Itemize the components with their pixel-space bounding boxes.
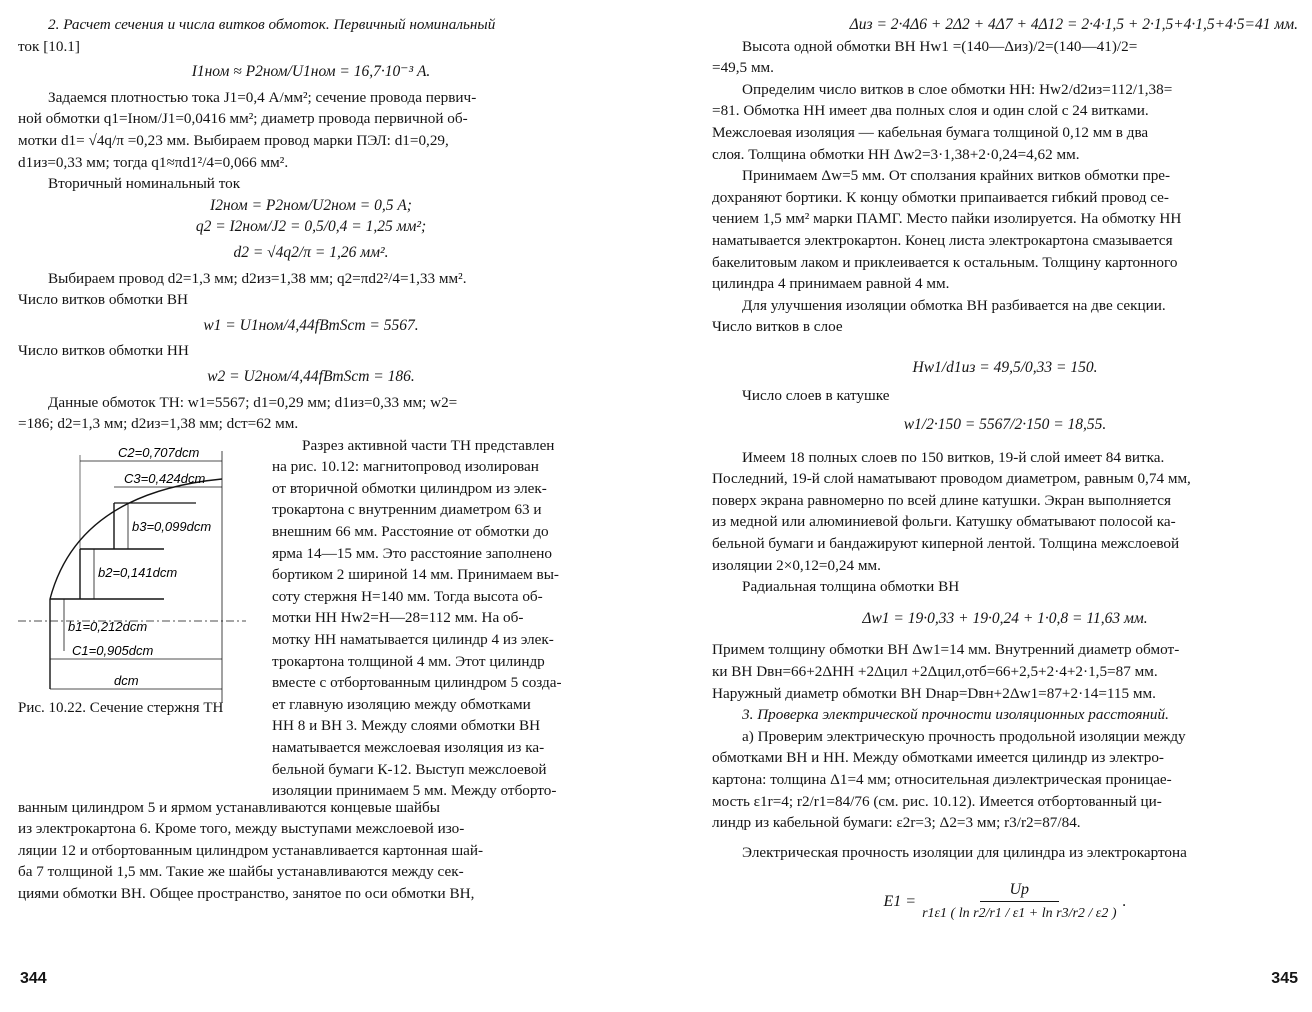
- figure-text-line: на рис. 10.12: магнитопровод изолирован: [272, 458, 539, 476]
- label-c1: C1=0,905dст: [72, 642, 154, 658]
- strength-label: Электрическая прочность изоляции для цилиндра из электрокартона: [742, 843, 1187, 861]
- paragraph-line: бакелитовым лаком и приклеивается к остальным. Толщину картонного: [712, 253, 1178, 271]
- section-heading-line-1: 2. Расчет сечения и числа витков обмоток. Первичный номинальный: [48, 16, 496, 33]
- equation-w2: w2 = U2ном/4,44fBmSст = 186.: [207, 367, 415, 385]
- paragraph-line: а) Проверим электрическую прочность продольной изоляции между: [742, 727, 1186, 745]
- equation-radial: Δw1 = 19·0,33 + 19·0,24 + 1·0,8 = 11,63 мм.: [862, 609, 1148, 627]
- paragraph-line: бельной бумаги и бандажируют киперной лентой. Толщина межслоевой: [712, 535, 1180, 553]
- equation-layers: w1/2·150 = 5567/2·150 = 18,55.: [903, 416, 1107, 434]
- label-b3: b3=0,099dст: [132, 518, 212, 534]
- equation-d2: d2 = √4q2/π = 1,26 мм².: [233, 243, 389, 261]
- core-section-figure: [18, 441, 246, 703]
- secondary-current-label: Вторичный номинальный ток: [48, 175, 241, 193]
- paragraph-line: Задаемся плотностью тока J1=0,4 А/мм²; сечение провода первич-: [48, 88, 477, 106]
- paragraph-line: обмотками ВН и НН. Между обмотками имеется цилиндр из электро-: [712, 749, 1164, 767]
- figure-text-line: мотку НН наматывается цилиндр 4 из элек-: [272, 631, 554, 649]
- section-3-heading: 3. Проверка электрической прочности изоляционных расстояний.: [742, 706, 1169, 724]
- paragraph-line: Число витков в слое: [712, 318, 843, 336]
- paragraph-line: дохраняют бортики. К концу обмотки припаивается гибкий провод се-: [712, 188, 1169, 206]
- figure-text-line: от вторичной обмотки цилиндром из элек-: [272, 479, 547, 497]
- equation-e1-lhs: E1 =: [883, 892, 917, 910]
- page-number-right: 345: [1271, 970, 1298, 987]
- equation-delta-iz: Δиз = 2·4Δ6 + 2Δ2 + 4Δ7 + 4Δ12 = 2·4·1,5 + 2·1,5+4·1,5+4·5=41 мм.: [849, 16, 1298, 33]
- equation-i2: I2ном = P2ном/U2ном = 0,5 А;: [210, 196, 412, 214]
- equation-e1-tail: .: [1122, 892, 1127, 910]
- paragraph-line: ба 7 толщиной 1,5 мм. Такие же шайбы устанавливаются между сек-: [18, 863, 464, 881]
- paragraph-line: чением 1,5 мм² марки ПАМГ. Место пайки изолируется. На обмотку НН: [712, 210, 1182, 228]
- figure-side-text: [272, 435, 604, 802]
- equation-e1-numerator: Uр: [980, 881, 1060, 902]
- figure-text-line: НН 8 и ВН 3. Между слоями обмотки ВН: [272, 717, 541, 735]
- paragraph-line: слоя. Толщина обмотки НН Δw2=3·1,38+2·0,24=4,62 мм.: [712, 145, 1080, 163]
- paragraph-line: Число витков обмотки ВН: [18, 291, 189, 309]
- figure-text-line: бортиком 2 шириной 14 мм. Принимаем вы-: [272, 566, 559, 584]
- figure-text-line: мотки НН Hw2=H—28=112 мм. На об-: [272, 609, 524, 627]
- figure-text-line: Разрез активной части ТН представлен: [302, 436, 555, 454]
- core-outline-arc: [50, 479, 222, 599]
- paragraph-line: ляции 12 и отбортованным цилиндром устанавливается картонная шай-: [18, 841, 484, 859]
- figure-text-line: соту стержня H=140 мм. Тогда высота об-: [272, 587, 543, 605]
- paragraph-line: картона: толщина Δ1=4 мм; относительная диэлектрическая проницае-: [712, 771, 1172, 788]
- equation-turns-per-layer: Hw1/d1из = 49,5/0,33 = 150.: [912, 358, 1098, 376]
- paragraph-line: изоляции 2×0,12=0,24 мм.: [712, 556, 881, 574]
- equation-e1: [712, 881, 1298, 922]
- paragraph-line: мотки d1= √4q/π =0,23 мм. Выбираем провод марки ПЭЛ: d1=0,29,: [18, 131, 449, 149]
- paragraph-line: Выбираем провод d2=1,3 мм; d2из=1,38 мм; q2=πd2²/4=1,33 мм².: [48, 269, 467, 287]
- paragraph-line: ной обмотки q1=Iном/J1=0,0416 мм²; диаметр провода первичной об-: [18, 110, 468, 128]
- section-heading-line-2: ток [10.1]: [18, 37, 80, 55]
- paragraph-line: Последний, 19-й слой наматывают проводом диаметром, равным 0,74 мм,: [712, 470, 1191, 488]
- figure-caption: Рис. 10.22. Сечение стержня ТН: [18, 699, 224, 716]
- page-number-left: 344: [20, 970, 47, 987]
- paragraph-line: Примем толщину обмотки ВН Δw1=14 мм. Внутренний диаметр обмот-: [712, 641, 1180, 659]
- paragraph-line: из медной или алюминиевой фольги. Катушку обматывают полосой ка-: [712, 513, 1176, 531]
- figure-block: [18, 435, 604, 800]
- figure-text-line: ярма 14—15 мм. Это расстояние заполнено: [272, 544, 552, 562]
- figure-text-line: изоляции принимаем 5 мм. Между отборто-: [272, 782, 557, 800]
- label-b2: b2=0,141dст: [98, 564, 178, 580]
- paragraph-line: =81. Обмотка НН имеет два полных слоя и один слой с 24 витками.: [712, 102, 1149, 120]
- paragraph-line: Межслоевая изоляция — кабельная бумага толщиной 0,12 мм в два: [712, 123, 1149, 141]
- paragraph-line: Высота одной обмотки ВН Hw1 =(140—Δиз)/2=(140—41)/2=: [742, 37, 1138, 55]
- paragraph-line: Принимаем Δw=5 мм. От сползания крайних витков обмотки пре-: [742, 167, 1171, 185]
- paragraph-line: наматывается электрокартон. Конец листа электрокартона смазывается: [712, 231, 1173, 249]
- paragraph-line: Наружный диаметр обмотки ВН Dнар=Dвн+2Δw1=87+2·14=115 мм.: [712, 684, 1156, 702]
- paragraph-line: из электрокартона 6. Кроме того, между выступами межслоевой изо-: [18, 820, 465, 838]
- paragraph-line: цилиндра 4 принимаем равной 4 мм.: [712, 275, 950, 293]
- radial-thickness-label: Радиальная толщина обмотки ВН: [742, 578, 960, 596]
- label-c2: C2=0,707dст: [118, 444, 200, 460]
- left-page: [18, 14, 604, 905]
- paragraph-line: Определим число витков в слое обмотки НН: Hw2/d2из=112/1,38=: [742, 80, 1173, 98]
- paragraph-line: циями обмотки ВН. Общее пространство, занятое по оси обмотки ВН,: [18, 885, 475, 903]
- paragraph-line: ванным цилиндром 5 и ярмом устанавливаются концевые шайбы: [18, 798, 440, 816]
- figure-text-line: вместе с отбортованным цилиндром 5 созда-: [272, 674, 562, 692]
- equation-i1: I1ном ≈ P2ном/U1ном = 16,7·10⁻³ А.: [191, 63, 431, 81]
- nn-turns-label: Число витков обмотки НН: [18, 342, 189, 360]
- right-page: [712, 14, 1298, 922]
- label-b1: b1=0,212dст: [68, 618, 148, 634]
- equation-e1-denominator: r1ε1 ( ln r2/r1 / ε1 + ln r3/r2 / ε2 ): [922, 906, 1117, 922]
- paragraph-line: =186; d2=1,3 мм; d2из=1,38 мм; dст=62 мм.: [18, 415, 299, 433]
- paragraph-line: мость ε1r=4; r2/r1=84/76 (см. рис. 10.12). Имеется отбортованный ци-: [712, 792, 1162, 810]
- label-c3: C3=0,424dст: [124, 470, 206, 486]
- figure-text-line: бельной бумаги К-12. Выступ межслоевой: [272, 760, 547, 778]
- figure-text-line: трокартона с внутренним диаметром 63 и: [272, 501, 542, 519]
- paragraph-line: =49,5 мм.: [712, 59, 774, 77]
- figure-text-line: трокартона толщиной 4 мм. Этот цилиндр: [272, 652, 545, 670]
- figure-text-line: внешним 66 мм. Расстояние от обмотки до: [272, 523, 549, 541]
- paragraph-line: d1из=0,33 мм; тогда q1≈πd1²/4=0,066 мм².: [18, 153, 289, 171]
- paragraph-line: линдр из кабельной бумаги: ε2r=3; Δ2=3 мм; r3/r2=87/84.: [712, 814, 1081, 832]
- paragraph-line: ки ВН Dвн=66+2ΔНН +2Δцил +2Δцил,отб=66+2,5+2·4+2·1,5=87 мм.: [712, 663, 1158, 681]
- figure-text-line: наматывается межслоевая изоляция из ка-: [272, 739, 545, 756]
- equation-e1-fraction: [922, 881, 1116, 922]
- paragraph-line: Для улучшения изоляции обмотка ВН разбивается на две секции.: [742, 296, 1166, 314]
- paragraph-line: Данные обмоток ТН: w1=5567; d1=0,29 мм; d1из=0,33 мм; w2=: [48, 393, 458, 411]
- label-d: dст: [114, 672, 139, 688]
- paragraph-line: поверх экрана равномерно по всей длине катушки. Экран выполняется: [712, 491, 1171, 509]
- layers-label: Число слоев в катушке: [742, 386, 890, 404]
- figure-text-line: ет главную изоляцию между обмотками: [272, 695, 531, 713]
- equation-w1: w1 = U1ном/4,44fBmSст = 5567.: [203, 316, 419, 334]
- paragraph-line: Имеем 18 полных слоев по 150 витков, 19-й слой имеет 84 витка.: [742, 448, 1165, 466]
- equation-q2: q2 = I2ном/J2 = 0,5/0,4 = 1,25 мм²;: [195, 218, 427, 236]
